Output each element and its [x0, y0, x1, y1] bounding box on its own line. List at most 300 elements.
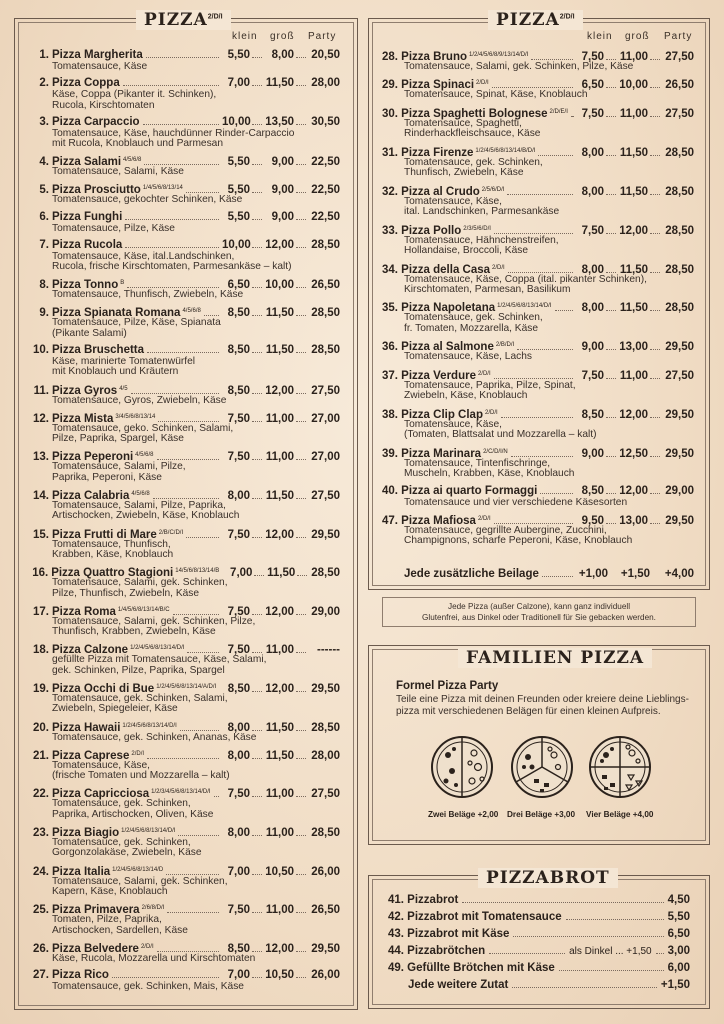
familien-subtitle: Formel Pizza Party [396, 680, 499, 692]
price-party: 22,50 [311, 210, 340, 223]
item-description: Tomatensauce, Käse, [404, 418, 502, 430]
col-party-right: Party [664, 31, 693, 42]
menu-item [382, 184, 694, 218]
menu-item [22, 344, 340, 378]
item-description: Paprika, Artischocken, Oliven, Käse [52, 808, 214, 820]
item-number: 16. [32, 567, 49, 580]
note-line-1: Jede Pizza (außer Calzone), kann ganz individuell [447, 602, 631, 611]
item-description: Rucola, Kirschtomaten [52, 99, 155, 111]
item-description: Tomatensauce, Gyros, Zwiebeln, Käse [52, 394, 227, 406]
item-description: Pilze, Thunfisch, Zwiebeln, Käse [52, 587, 200, 599]
item-name-text: 29. Pizza Spinaci [382, 79, 475, 92]
menu-item [22, 488, 340, 522]
allergen-codes: 3/4/5/6/8/13/14 [115, 413, 156, 420]
price-small: 10,00 [222, 238, 251, 251]
item-description: Käse, Coppa (Pikanter it. Schinken), [52, 89, 217, 101]
item-number: 6. [39, 210, 49, 223]
item-name-text: Pizza Primavera [52, 904, 140, 917]
item-number: 25. [33, 904, 49, 917]
price-party: 28,50 [311, 238, 340, 251]
price-large: 11,50 [267, 567, 296, 580]
price-party: 28,00 [311, 749, 340, 762]
price-small: 8,00 [227, 489, 250, 502]
price-party: 26,00 [311, 968, 340, 981]
price-large: 11,50 [265, 489, 294, 502]
menu-item [382, 106, 694, 140]
item-description: Tomatensauce, Salami, gek. Schinken, Pilze, [52, 615, 256, 627]
price-large: 11,00 [265, 644, 294, 657]
price-party: 22,50 [311, 184, 340, 197]
option-four-toppings: Vier Beläge +4,00 [586, 810, 654, 819]
item-description: Tomaten, Pilze, Paprika, [52, 914, 162, 926]
item-name [52, 116, 140, 129]
price-small: 8,00 [581, 185, 604, 198]
allergen-codes: 2/D/I [477, 370, 491, 377]
price-small: 10,00 [222, 115, 251, 128]
item-description: Tomatensauce, Thunfisch, Zwiebeln, Käse [52, 289, 244, 301]
price-small: 7,50 [581, 107, 604, 120]
price-party: 28,50 [311, 721, 340, 734]
allergen-codes: 2/D/I [131, 750, 145, 757]
price-large: 11,00 [619, 369, 648, 382]
menu-item [22, 902, 340, 936]
pizza-two-toppings-icon [430, 735, 494, 799]
price-party: 28,50 [311, 826, 340, 839]
price-small: 6,50 [227, 279, 250, 292]
allergen-codes: 4/5/6/8 [123, 157, 142, 164]
item-description: Tomatensauce, Spaghetti, [404, 117, 522, 129]
item-description: Zwiebeln, Käse, Knoblauch [404, 390, 528, 402]
price-small: 7,50 [227, 451, 250, 464]
price-small: 8,00 [581, 302, 604, 315]
price-party: 28,50 [665, 146, 694, 159]
price-large: 9,00 [271, 210, 294, 223]
price-small: 8,50 [227, 942, 250, 955]
item-number: 9. [39, 307, 49, 320]
item-description: mit Rucola, Knoblauch und Parmesan [52, 138, 224, 150]
price-small: 7,50 [581, 51, 604, 63]
item-description: Artischocken, Sardellen, Käse [52, 924, 188, 936]
item-number: 2. [39, 77, 49, 90]
price-party: 29,50 [665, 447, 694, 460]
allergen-codes: 14/5/6/8/13/14/B [175, 568, 220, 575]
item-number: 24. [33, 865, 49, 878]
price-party: 27,50 [665, 51, 694, 63]
allergen-codes: 2/D/I [477, 515, 491, 522]
price-large: 12,00 [265, 942, 294, 955]
pizzabrot-label: Jede weitere Zutat [408, 979, 509, 991]
item-description: Tomatensauce, gek. Schinken, [404, 156, 543, 168]
price-small: 8,00 [581, 146, 604, 159]
item-description: Tomatensauce, Salami, gek. Schinken, Pilze, Käse [404, 61, 634, 72]
price-large: 12,00 [265, 605, 294, 618]
price-party: 29,50 [665, 514, 694, 527]
price-party: 28,50 [311, 343, 340, 356]
pizzabrot-label: 43. Pizzabrot mit Käse [388, 928, 510, 940]
menu-item [22, 77, 340, 111]
price-small: 7,00 [227, 968, 250, 981]
price-party: 26,50 [665, 79, 694, 92]
pizzabrot-label: 42. Pizzabrot mit Tomatensauce [388, 911, 562, 923]
item-name-text: Pizza Belvedere [52, 942, 139, 955]
pizzabrot-price: +1,50 [660, 979, 690, 991]
price-large: 8,00 [271, 49, 294, 61]
item-name [52, 239, 122, 252]
price-large: 11,50 [619, 185, 648, 198]
item-name-text: 34. Pizza della Casa [382, 263, 491, 276]
extra-topping-label: Jede zusätzliche Beilage [404, 568, 539, 580]
pizzabrot-title: PIZZABROT [478, 868, 618, 888]
price-large: 11,00 [265, 904, 294, 917]
price-party: 20,50 [311, 49, 340, 61]
item-description: Tomatensauce, Käse, [404, 195, 502, 207]
price-party: 27,50 [311, 788, 340, 801]
price-party: 27,50 [665, 107, 694, 120]
item-name-text: 37. Pizza Verdure [382, 369, 476, 382]
price-party: ------ [317, 644, 340, 657]
price-large: 11,00 [265, 788, 294, 801]
price-small: 9,50 [581, 514, 604, 527]
price-large: 12,50 [619, 447, 648, 460]
allergen-codes: 4/5 [119, 385, 128, 392]
item-description: Tomatensauce, Salami, Käse [52, 166, 184, 178]
item-name-text: Pizza Margherita [52, 49, 143, 61]
item-description: Rucola, frische Kirschtomaten, Parmesankäse – kalt) [52, 261, 292, 273]
item-name-text: 32. Pizza al Crudo [382, 185, 480, 198]
item-description: Zwiebeln, Spiegeleier, Käse [52, 703, 178, 715]
allergen-codes: 2/D/I [140, 943, 154, 950]
pizzabrot-extra: als Dinkel ... +1,50 [569, 946, 652, 957]
allergen-codes: 1/4/5/6/8/13/14/B/C [117, 606, 170, 613]
menu-item [22, 449, 340, 483]
familien-title: FAMILIEN PIZZA [458, 648, 652, 668]
price-small: 7,50 [227, 412, 250, 425]
price-large: 11,00 [265, 826, 294, 839]
item-name-text: 38. Pizza Clip Clap [382, 408, 483, 421]
price-large: 9,00 [271, 156, 294, 169]
item-description: Tomatensauce, Salami, gek. Schinken, [52, 875, 228, 887]
menu-item [382, 77, 694, 101]
item-description: Tomatensauce, Pilze, Käse, Spianata [52, 317, 221, 329]
menu-item [22, 211, 340, 235]
price-small: 8,00 [227, 721, 250, 734]
price-large: 11,50 [265, 77, 294, 90]
allergen-codes: 1/2/4/5/6/8/13/14/B/D/I [475, 147, 536, 154]
price-large: 12,00 [619, 484, 648, 497]
price-small: 7,50 [227, 904, 250, 917]
item-description: Tomatensauce, Käse, Lachs [404, 351, 532, 363]
item-number: 23. [33, 826, 49, 839]
price-large: 11,50 [265, 343, 294, 356]
price-party: 27,50 [665, 369, 694, 382]
price-small: 8,50 [227, 307, 250, 320]
price-large: 11,00 [619, 107, 648, 120]
item-number: 3. [39, 115, 49, 128]
item-description: Tomatensauce, Käse, Coppa (ital. pikanter Schinken), [404, 273, 647, 285]
price-large: 12,00 [619, 408, 648, 421]
item-name-text: Pizza Funghi [52, 210, 123, 223]
item-description: Tomatensauce, Thunfisch, [52, 538, 171, 550]
pizzabrot-item [388, 909, 690, 926]
item-description: (Pikante Salami) [52, 327, 127, 339]
pizzabrot-price: 6,00 [667, 962, 690, 974]
allergen-codes: 2/B/C/D/I [158, 529, 184, 536]
menu-item [382, 485, 694, 509]
price-small: 7,50 [227, 788, 250, 801]
menu-item [22, 49, 340, 73]
price-small: 5,50 [227, 210, 250, 223]
gluten-free-note [382, 597, 696, 627]
price-large: 13,00 [619, 341, 648, 354]
price-small: 5,50 [227, 156, 250, 169]
item-description: (Tomaten, Blattsalat und Mozzarella – kalt) [404, 429, 597, 441]
item-number: 10. [33, 343, 49, 356]
menu-item [382, 513, 694, 547]
menu-item [382, 223, 694, 257]
item-description: Thunfisch, Krabben, Zwiebeln, Käse [52, 626, 216, 638]
option-two-toppings: Zwei Beläge +2,00 [428, 810, 499, 819]
item-number: 15. [33, 528, 49, 541]
price-large: 10,00 [265, 279, 294, 292]
item-description: mit Knoblauch und Kräutern [52, 366, 179, 378]
item-description: Käse, Rucola, Mozzarella und Kirschtomaten [52, 952, 256, 964]
item-name-text: 35. Pizza Napoletana [382, 302, 496, 315]
item-name-text: Pizza Rucola [52, 238, 123, 251]
menu-item [22, 116, 340, 150]
item-description: Tomatensauce, gekochter Schinken, Käse [52, 194, 243, 206]
menu-item [22, 383, 340, 407]
price-small: 6,50 [581, 79, 604, 92]
item-description: Tomatensauce, gek. Schinken, [52, 798, 191, 810]
pizzabrot-label: 41. Pizzabrot [388, 894, 459, 906]
item-number: 14. [33, 489, 49, 502]
item-description: Tomatensauce, Käse, ital.Landschinken, [52, 250, 235, 262]
price-small: 7,50 [227, 605, 250, 618]
item-description: Kirschtomaten, Parmesan, Basilikum [404, 284, 571, 296]
menu-item [22, 642, 340, 676]
item-name-text: Pizza Calabria [52, 489, 130, 502]
price-large: 10,00 [619, 79, 648, 92]
note-line-2: Glutenfrei, aus Dinkel oder Traditionell für Sie gebacken werden. [422, 613, 656, 622]
price-party: 22,50 [311, 156, 340, 169]
price-large: 12,00 [619, 224, 648, 237]
item-description: Tomatensauce, Käse [52, 61, 148, 72]
item-name-text: 39. Pizza Marinara [382, 447, 482, 460]
price-small: 7,50 [581, 224, 604, 237]
price-party: 27,00 [311, 451, 340, 464]
pizzabrot-item [388, 926, 690, 943]
pizzabrot-item [388, 960, 690, 977]
price-large: 12,00 [265, 528, 294, 541]
allergen-codes: 4/5/6/8 [135, 452, 154, 459]
item-description: ital. Landschinken, Parmesankäse [404, 206, 560, 218]
allergen-codes: 2/6/8/D/I [141, 905, 165, 912]
price-party: 29,50 [311, 528, 340, 541]
price-large: 11,00 [265, 451, 294, 464]
item-description: Rinderhackfleischsauce, Käse [404, 128, 541, 140]
pizzabrot-label: 49. Gefüllte Brötchen mit Käse [388, 962, 555, 974]
allergen-codes: 1/2/4/5/6/8/13/14/D/I [122, 722, 177, 729]
pizzabrot-list [388, 892, 690, 994]
item-number: 18. [33, 644, 49, 657]
price-small: 8,00 [227, 826, 250, 839]
item-description: Muscheln, Krabben, Käse, Knoblauch [404, 468, 575, 480]
allergen-codes: 4/5/6/8 [131, 490, 150, 497]
item-name-text: Pizza Caprese [52, 749, 130, 762]
price-small: 5,50 [227, 184, 250, 197]
item-number: 19. [32, 682, 49, 695]
item-name-text: 30. Pizza Spaghetti Bolognese [382, 107, 548, 120]
pizzabrot-item [388, 943, 690, 960]
price-large: 10,50 [265, 968, 294, 981]
item-name-text: Pizza Italia [52, 865, 111, 878]
pizza-three-toppings-icon [510, 735, 574, 799]
allergen-codes: 2/D/I [484, 409, 498, 416]
item-description: Artischocken, Zwiebeln, Käse, Knoblauch [52, 510, 240, 522]
item-description: Tomatensauce, gek. Schinken, Salami, [52, 692, 228, 704]
price-large: 10,50 [265, 865, 294, 878]
price-party: 29,50 [665, 408, 694, 421]
menu-item [22, 720, 340, 744]
menu-item [22, 239, 340, 273]
item-description: Tomatensauce, geko. Schinken, Salami, [52, 422, 234, 434]
price-party: 26,50 [311, 279, 340, 292]
item-description: gefüllte Pizza mit Tomatensauce, Käse, Salami, [52, 654, 267, 666]
allergen-codes: 1/2/4/5/6/8/9/13/14/D/I [469, 52, 529, 58]
menu-item [22, 154, 340, 178]
menu-item [382, 368, 694, 402]
item-number: 21. [33, 749, 49, 762]
item-number: 5. [39, 184, 49, 197]
item-description: Champignons, scharfe Peperoni, Käse, Knoblauch [404, 535, 633, 547]
price-party: 28,50 [665, 185, 694, 198]
extra-topping-small: +1,00 [578, 568, 608, 580]
item-number: 7. [39, 238, 49, 251]
item-description: Käse, marinierte Tomatenwürfel [52, 355, 196, 367]
menu-item [22, 825, 340, 859]
price-small: 7,00 [227, 77, 250, 90]
price-party: 26,00 [311, 865, 340, 878]
item-number: 12. [33, 412, 49, 425]
allergen-codes: 2/D/I [492, 264, 505, 271]
item-name-text: 31. Pizza Firenze [382, 146, 474, 159]
allergen-codes: B [120, 280, 125, 287]
price-large: 11,50 [265, 307, 294, 320]
item-description: Tomatensauce, gek. Schinken, [404, 312, 543, 324]
price-small: 8,50 [227, 343, 250, 356]
item-name-text: Pizza Prosciutto [52, 184, 141, 197]
item-description: Tomatensauce und vier verschiedene Käsesorten [404, 496, 628, 508]
extra-topping-party: +4,00 [664, 568, 694, 580]
item-number: 8. [39, 279, 49, 292]
item-name-text: Pizza Salami [52, 156, 122, 169]
col-party: Party [308, 31, 337, 42]
price-party: 28,00 [311, 77, 340, 90]
item-description: Tomatensauce, gek. Schinken, [52, 836, 191, 848]
pizza-title-left: $PIZZA^{2/D/I}$ [136, 10, 231, 30]
menu-item [382, 339, 694, 363]
item-description: Tomatensauce, gek. Schinken, Ananas, Käse [52, 731, 257, 743]
price-party: 29,00 [665, 484, 694, 497]
price-party: 28,50 [311, 307, 340, 320]
item-name-text: Pizza Spianata Romana [52, 307, 181, 320]
item-number: 1. [39, 49, 49, 61]
price-large: 11,00 [265, 412, 294, 425]
menu-item [22, 182, 340, 206]
item-name-text: Pizza Peperoni [52, 451, 134, 464]
price-party: 27,00 [311, 412, 340, 425]
item-name-text: Pizza Occhi di Bue [51, 682, 155, 695]
item-name-text: Pizza Quattro Stagioni [51, 567, 174, 580]
item-description: Tomatensauce, Salami, Pilze, [52, 461, 186, 473]
menu-item [382, 145, 694, 179]
allergen-codes: 1/2/4/5/6/8/13/14/A/D/I [156, 683, 217, 690]
item-name-text: 47. Pizza Mafiosa [382, 514, 476, 527]
col-large: groß [270, 31, 295, 42]
pizzabrot-price: 6,50 [667, 928, 690, 940]
item-description: Paprika, Peperoni, Käse [52, 471, 162, 483]
price-party: 29,00 [311, 605, 340, 618]
item-description: Pilze, Paprika, Spargel, Käse [52, 433, 184, 445]
price-party: 27,50 [311, 489, 340, 502]
item-number: 17. [33, 605, 49, 618]
price-small: 8,00 [581, 263, 604, 276]
price-small: 8,00 [227, 749, 250, 762]
item-name-text: Pizza Bruschetta [52, 343, 145, 356]
price-large: 12,00 [265, 238, 294, 251]
menu-item [22, 527, 340, 561]
item-name-text: Pizza Roma [52, 605, 116, 618]
item-description: Tomatensauce, Tintenfischringe, [404, 457, 551, 469]
allergen-codes: 1/2/4/5/6/8/13/14/D/I [497, 303, 552, 310]
menu-item [22, 681, 340, 715]
price-party: 29,50 [311, 682, 341, 695]
item-description: gek. Schinken, Pilze, Paprika, Spargel [52, 664, 225, 676]
item-name-text: Pizza Gyros [52, 384, 118, 397]
item-name-text: 33. Pizza Pollo [382, 224, 462, 237]
menu-item [22, 941, 340, 965]
pizzabrot-item [388, 892, 690, 909]
item-name [52, 969, 109, 982]
item-name [52, 211, 122, 224]
allergen-codes: 2/D/I [476, 80, 489, 87]
item-description: Krabben, Käse, Knoblauch [52, 549, 174, 561]
item-description: Gorgonzolakäse, Zwiebeln, Käse [52, 847, 202, 859]
allergen-codes: 1/2/4/5/6/8/13/14/D [112, 866, 164, 873]
price-small: 8,50 [227, 682, 251, 695]
price-large: 11,50 [619, 146, 648, 159]
item-description: Tomatensauce, Salami, gek. Schinken, [52, 577, 228, 589]
allergen-codes: 1/4/5/6/8/13/14 [142, 185, 183, 192]
menu-item [382, 300, 694, 334]
allergen-codes: 1/2/4/5/6/8/13/14/D/I [121, 827, 176, 834]
col-small-right: klein [587, 31, 613, 42]
menu-item [22, 786, 340, 820]
item-name [382, 485, 537, 498]
allergen-codes: 1/2/4/5/6/8/13/14/D/I [130, 645, 185, 652]
allergen-codes: 2/D/E/I [549, 108, 568, 115]
item-name-text: Pizza Frutti di Mare [52, 528, 157, 541]
item-name-text: Pizza Rico [52, 968, 109, 981]
item-description: Thunfisch, Zwiebeln, Käse [404, 167, 524, 179]
price-large: 12,00 [265, 682, 295, 695]
item-name-text: Pizza Capricciosa [52, 788, 150, 801]
item-number: 11. [33, 384, 49, 397]
allergen-codes: 2/5/6/D/I [481, 186, 505, 193]
item-name-text: Pizza Coppa [52, 77, 120, 90]
menu-item [22, 277, 340, 301]
price-large: 13,00 [619, 514, 648, 527]
